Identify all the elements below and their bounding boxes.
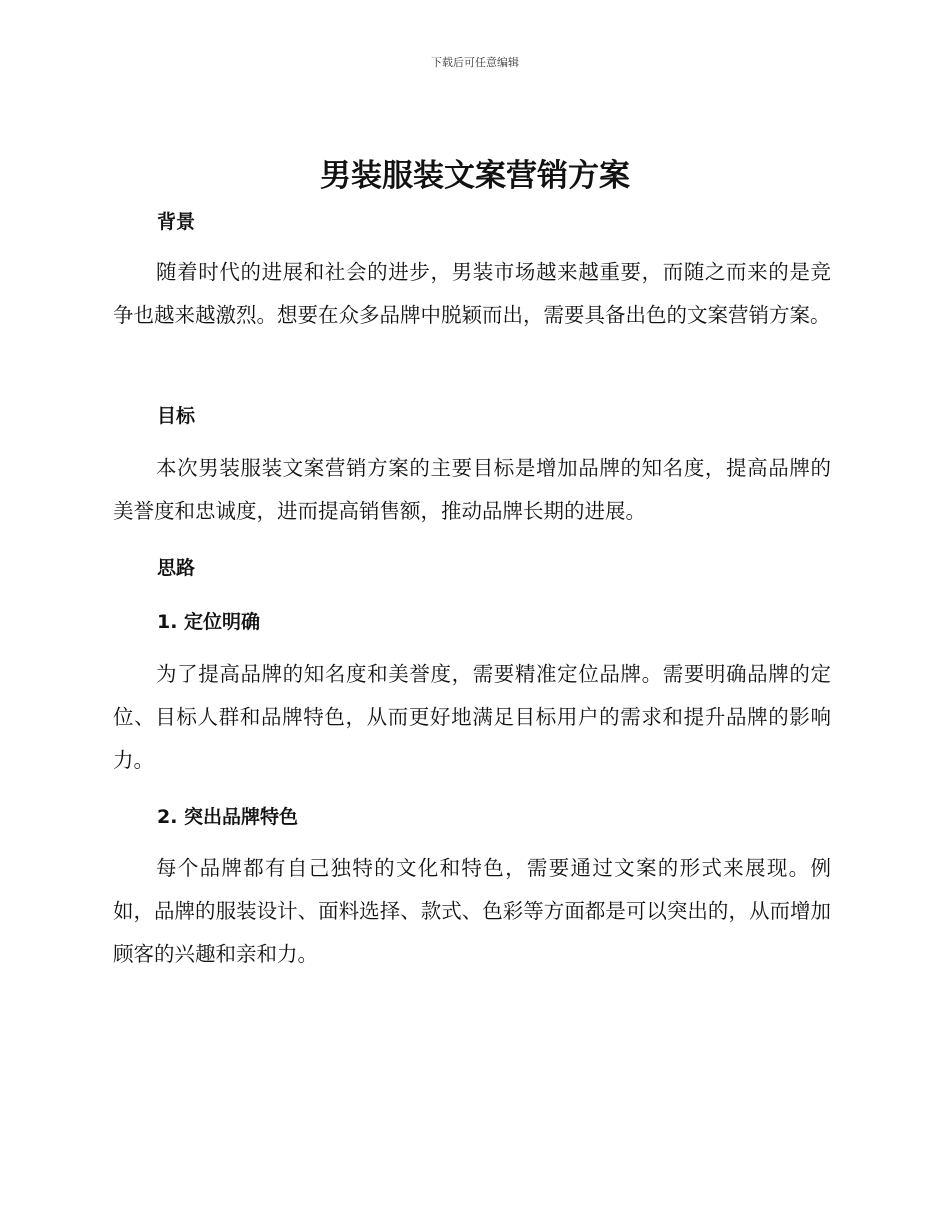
section-text-brand-features: 每个品牌都有自己独特的文化和特色，需要通过文案的形式来展现。例如，品牌的服装设计、面料选择、款式、色彩等方面都是可以突出的，从而增加顾客的兴趣和亲和力。 — [113, 856, 831, 966]
section-heading-background: 背景 — [157, 211, 196, 233]
section-text-goal: 本次男装服装文案营销方案的主要目标是增加品牌的知名度，提高品牌的美誉度和忠诚度，进而提高销售额，推动品牌长期的进展。 — [113, 456, 831, 523]
section-heading-goal: 目标 — [157, 405, 196, 427]
section-text-positioning: 为了提高品牌的知名度和美誉度，需要精准定位品牌。需要明确品牌的定位、目标人群和品牌特色，从而更好地满足目标用户的需求和提升品牌的影响力。 — [113, 662, 831, 772]
page-header-note: 下载后可任意编辑 — [431, 56, 519, 69]
section-heading-brand-features: 2. 突出品牌特色 — [157, 806, 299, 828]
section-text-background: 随着时代的进展和社会的进步，男装市场越来越重要，而随之而来的是竞争也越来越激烈。想要在众多品牌中脱颖而出，需要具备出色的文案营销方案。 — [113, 260, 831, 327]
document-title: 男装服装文案营销方案 — [320, 158, 630, 194]
section-heading-positioning: 1. 定位明确 — [157, 611, 261, 633]
section-heading-approach: 思路 — [157, 557, 196, 579]
